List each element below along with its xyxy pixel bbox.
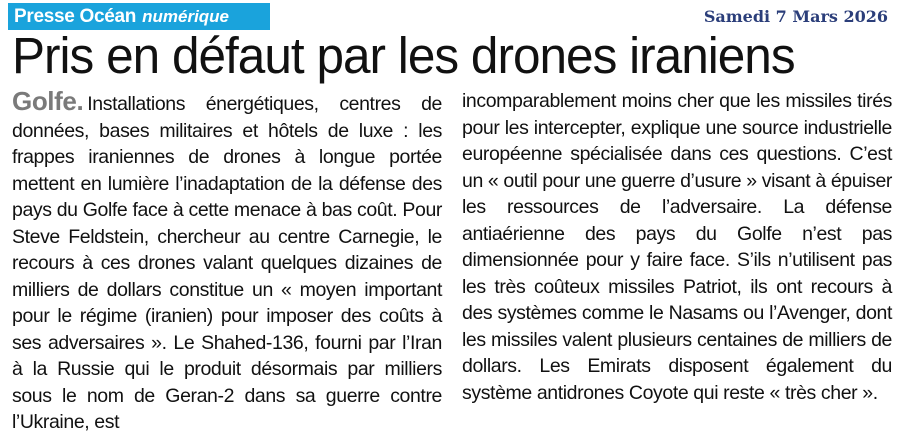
- article-column-right: [462, 88, 892, 406]
- issue-date: Samedi 7 Mars 2026: [703, 7, 888, 26]
- article-body-left: Installations énergétiques, centres de données, bases militaires et hôtels de luxe : les frappes iraniennes de drones à longue portée mettent en lumière l’inadaptation de la défense des pays du Golfe face à cette menace à bas coût. Pour Steve Feldstein, chercheur au centre Carnegie, le recours à ces drones valant quelques dizaines de milliers de dollars constitue un « moyen important pour le régime (iranien) pour imposer des coûts à ses adversaires ». Le Shahed-136, fourni par l’Iran à la Russie qui le produit désormais par milliers sous le nom de Geran-2 dans sa guerre contre l’Ukraine, est: [12, 93, 442, 433]
- masthead-subtitle: numérique: [142, 6, 230, 26]
- article-body-right: incomparablement moins cher que les missiles tirés pour les intercepter, explique une source industrielle européenne spécialisée dans ces questions. C’est un « outil pour une guerre d’usure » visant à épuiser les ressources de l’adversaire. La défense antiaérienne des pays du Golfe n’est pas dimensionnée pour y faire face. S’ils n’utilisent pas les très coûteux missiles Patriot, ils ont recours à des systèmes comme le Nasams ou l’Avenger, dont les missiles valent plusieurs centaines de milliers de dollars. Les Emirats disposent également du système antidrones Coyote qui reste « très cher ».: [462, 90, 892, 404]
- article-headline: Pris en défaut par les drones iraniens: [12, 27, 795, 84]
- masthead-brand: Presse Océan: [14, 5, 137, 27]
- article-lead-word: Golfe.: [12, 86, 84, 116]
- article-column-left: [12, 88, 442, 436]
